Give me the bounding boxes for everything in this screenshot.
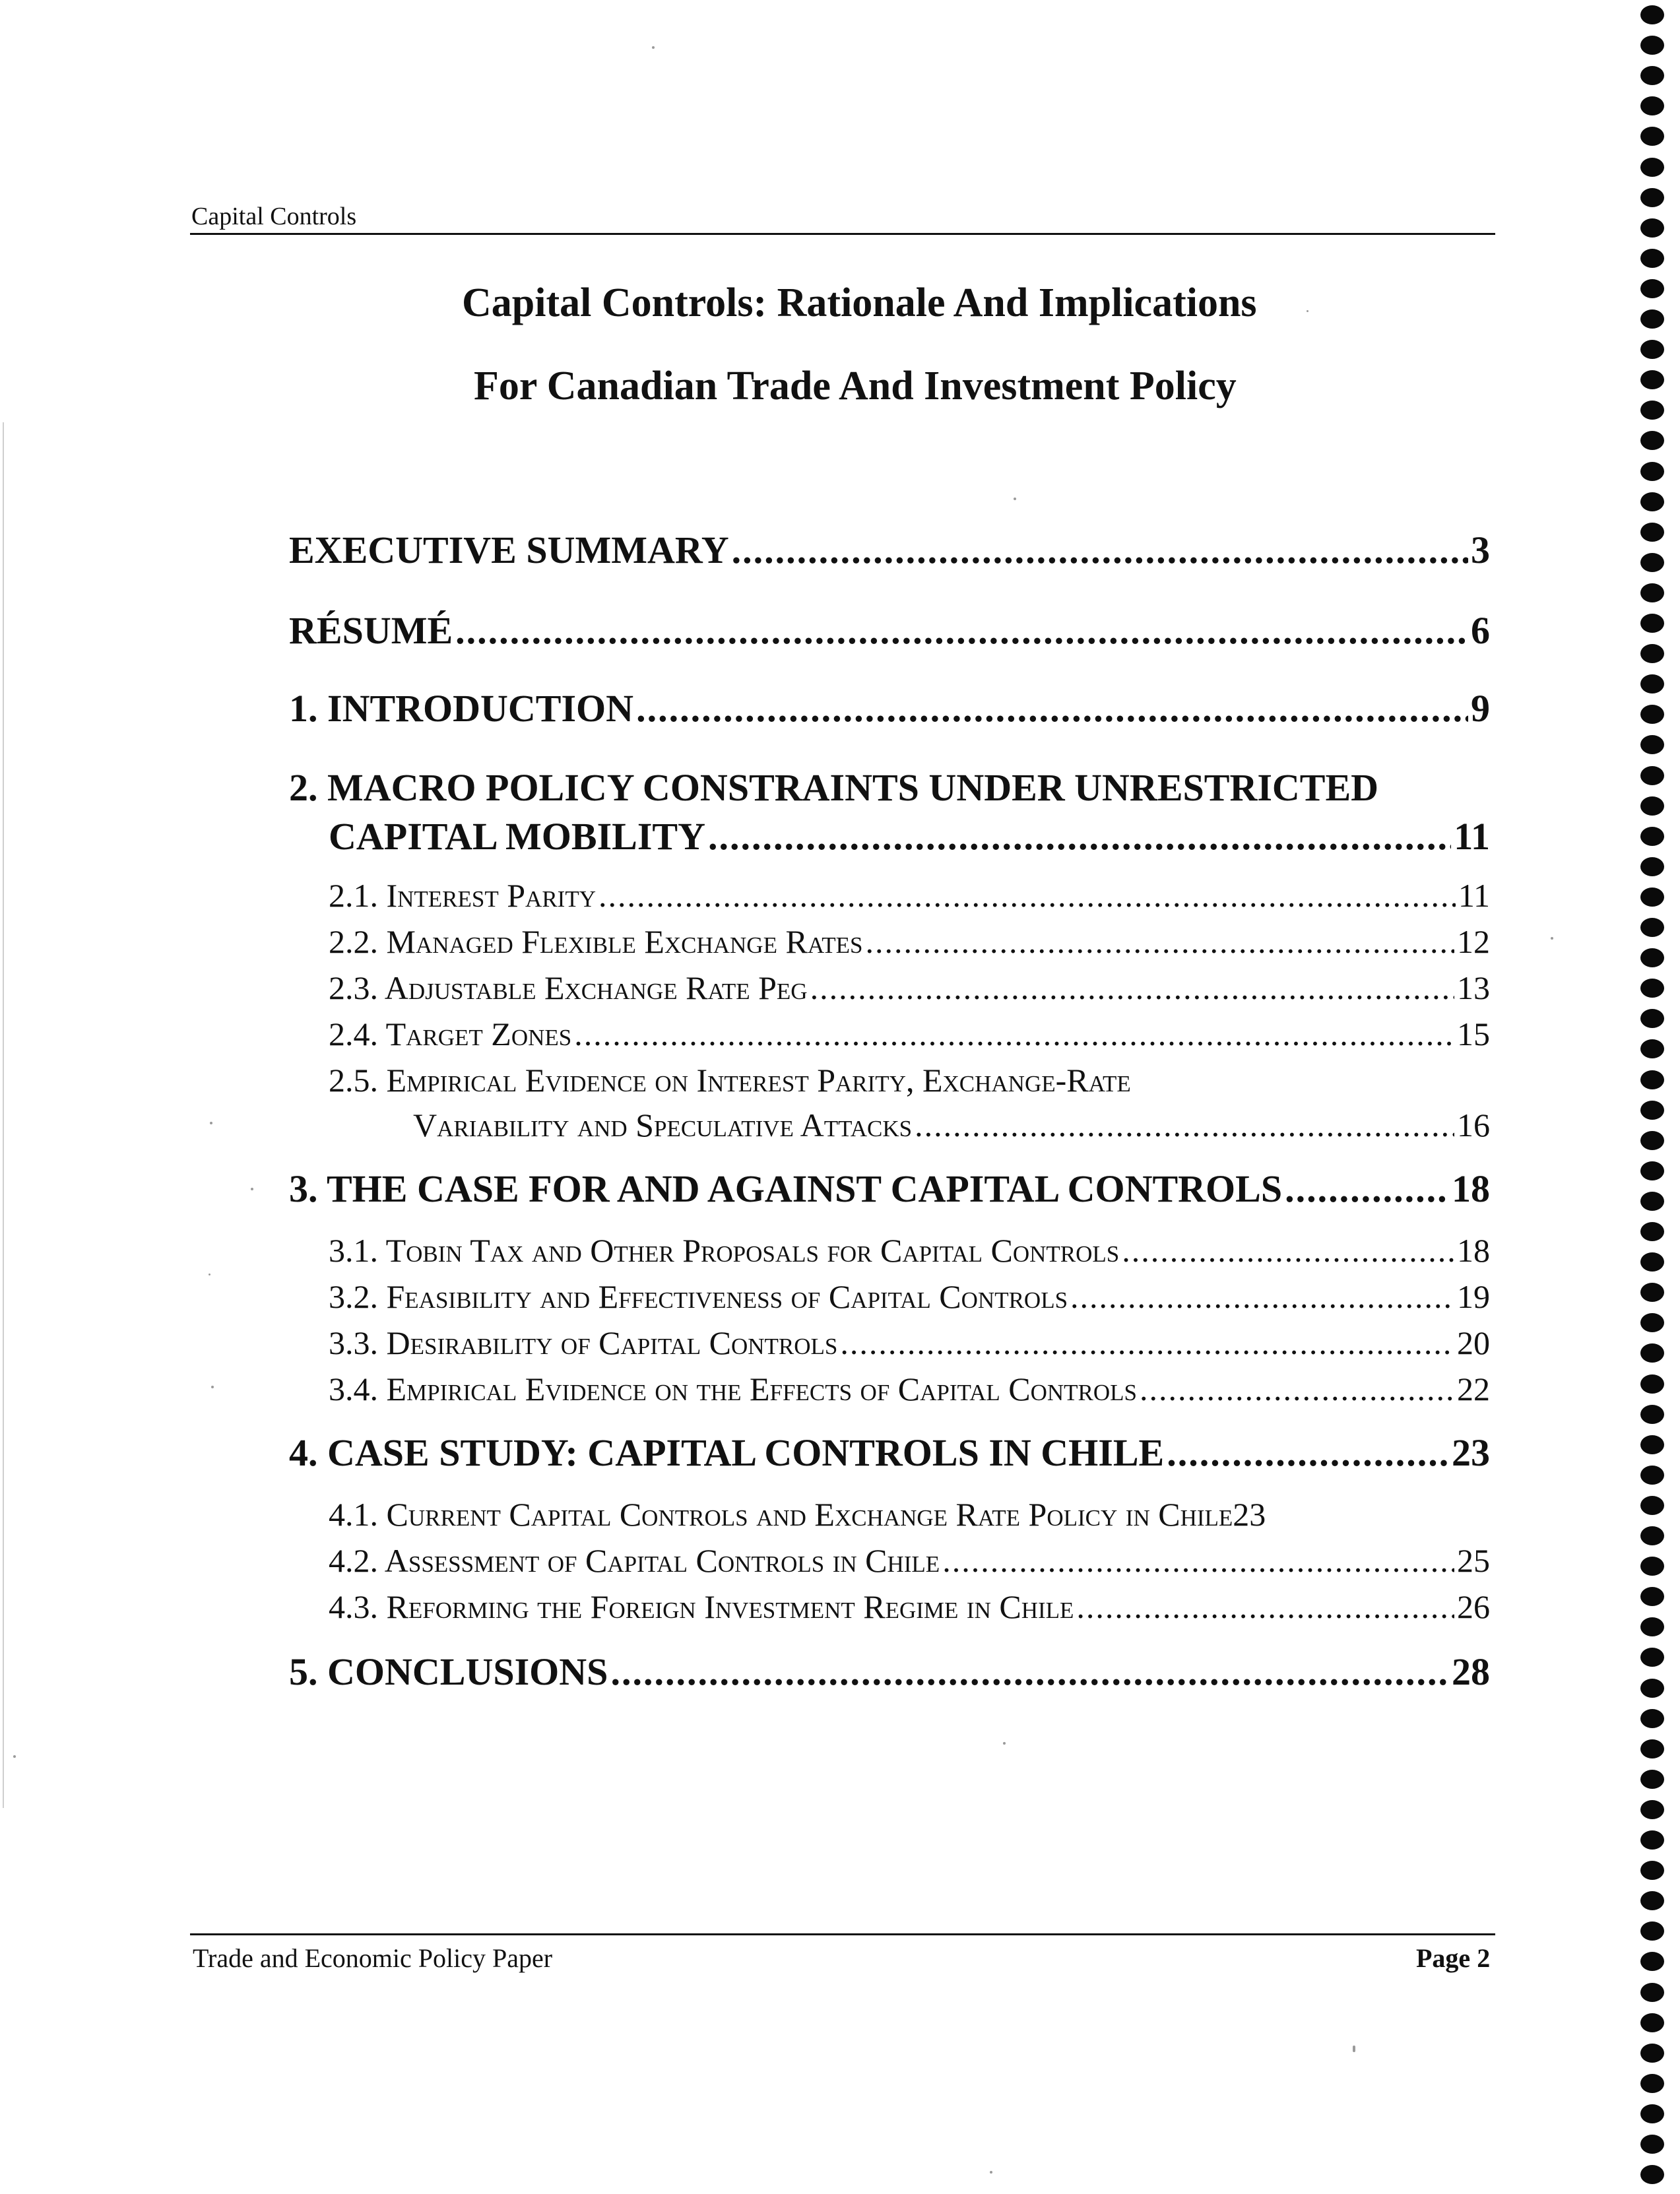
binding-hole [1640, 431, 1664, 450]
toc-subentry-interest-parity [329, 876, 1490, 915]
toc-page-number: 23 [1452, 1431, 1490, 1474]
binding-hole [1640, 1952, 1664, 1971]
binding-hole [1640, 1496, 1664, 1515]
toc-subentry-number: 2.4. [329, 1016, 378, 1052]
binding-hole [1640, 249, 1664, 268]
toc-leader-dots [1122, 1231, 1454, 1270]
toc-entry-label: 1. INTRODUCTION [289, 687, 634, 730]
toc-leader-dots [840, 1324, 1454, 1362]
binding-hole [1640, 158, 1664, 177]
toc-subentry-tobin-tax [329, 1231, 1490, 1270]
toc-subentry-reforming [329, 1588, 1490, 1626]
spiral-binding [1640, 0, 1667, 2194]
toc-leader-dots [1076, 1588, 1454, 1626]
toc-page-number: 23 [1233, 1496, 1266, 1533]
binding-hole [1640, 857, 1664, 876]
binding-hole [1640, 66, 1664, 85]
binding-hole [1640, 1648, 1664, 1667]
binding-hole [1640, 36, 1664, 55]
footer-page-number: Page 2 [1416, 1943, 1491, 1973]
binding-hole [1640, 1313, 1664, 1332]
binding-hole [1640, 279, 1664, 298]
toc-page-number: 11 [1458, 877, 1490, 914]
scan-speck [210, 1122, 212, 1124]
binding-hole [1640, 1343, 1664, 1363]
toc-page-number: 13 [1457, 969, 1490, 1006]
toc-leader-dots [942, 1541, 1454, 1580]
toc-subentry-desirability [329, 1324, 1490, 1362]
binding-hole [1640, 1921, 1664, 1941]
document-title-line2: For Canadian Trade And Investment Policy [474, 364, 1237, 408]
footer-rule [190, 1933, 1495, 1935]
toc-page-number: 19 [1457, 1278, 1490, 1315]
toc-entry-label: EXECUTIVE SUMMARY [289, 529, 729, 571]
binding-hole [1640, 2135, 1664, 2154]
binding-hole [1640, 492, 1664, 511]
binding-hole [1640, 1222, 1664, 1241]
scan-speck [652, 46, 655, 49]
toc-leader-dots [1167, 1431, 1449, 1475]
toc-subentry-current-controls [329, 1495, 1490, 1533]
binding-hole [1640, 644, 1664, 663]
toc-page-number: 15 [1457, 1016, 1490, 1052]
toc-page-number: 26 [1457, 1588, 1490, 1625]
binding-hole [1640, 1283, 1664, 1302]
scan-speck [1353, 2046, 1355, 2052]
toc-entry-label: RÉSUMÉ [289, 609, 453, 652]
binding-hole [1640, 1009, 1664, 1028]
toc-page-number: 28 [1452, 1650, 1490, 1693]
binding-hole [1640, 887, 1664, 907]
toc-subentry-managed-flexible [329, 922, 1490, 961]
toc-subentry-label: Interest Parity [386, 877, 596, 914]
scan-speck [13, 1755, 16, 1758]
binding-hole [1640, 735, 1664, 754]
toc-leader-dots [610, 1650, 1449, 1694]
toc-subentry-label: Assessment of Capital Controls in Chile [384, 1542, 940, 1579]
toc-subentry-empirical-interest-line1 [329, 1061, 1131, 1099]
binding-hole [1640, 401, 1664, 420]
binding-hole [1640, 1983, 1664, 2002]
binding-hole [1640, 1679, 1664, 1698]
toc-subentry-number: 3.3. [329, 1324, 378, 1361]
binding-hole [1640, 614, 1664, 633]
binding-hole [1640, 127, 1664, 146]
binding-hole [1640, 1039, 1664, 1058]
scan-speck [990, 2171, 992, 2174]
toc-subentry-number: 2.2. [329, 923, 378, 960]
page-edge-shadow [3, 422, 4, 1808]
binding-hole [1640, 2044, 1664, 2063]
binding-hole [1640, 1861, 1664, 1880]
toc-subentry-label: Empirical Evidence on Interest Parity, Exchange-Rate [386, 1062, 1131, 1099]
toc-entry-case-study-chile [289, 1431, 1490, 1475]
toc-subentry-empirical-interest [413, 1106, 1490, 1144]
scan-speck [1307, 310, 1308, 312]
binding-hole [1640, 2104, 1664, 2123]
binding-hole [1640, 1617, 1664, 1636]
binding-hole [1640, 340, 1664, 359]
binding-hole [1640, 1709, 1664, 1728]
binding-hole [1640, 948, 1664, 967]
toc-page-number: 11 [1454, 815, 1490, 858]
binding-hole [1640, 462, 1664, 481]
toc-entry-macro-policy [329, 814, 1490, 858]
toc-subentry-number: 2.5. [329, 1062, 378, 1099]
binding-hole [1640, 1800, 1664, 1819]
toc-page-number: 16 [1457, 1107, 1490, 1144]
toc-entry-case-for-against [289, 1167, 1490, 1211]
binding-hole [1640, 1405, 1664, 1424]
scan-speck [1014, 498, 1016, 500]
toc-subentry-number: 4.3. [329, 1588, 378, 1625]
binding-hole [1640, 96, 1664, 115]
toc-page-number: 6 [1471, 609, 1490, 652]
toc-leader-dots [915, 1106, 1454, 1144]
toc-subentry-label: Current Capital Controls and Exchange Rate Policy in Chile [386, 1496, 1233, 1533]
binding-hole [1640, 1830, 1664, 1850]
binding-hole [1640, 2013, 1664, 2032]
toc-leader-dots [865, 922, 1454, 961]
toc-subentry-label: Reforming the Foreign Investment Regime in Chile [386, 1588, 1074, 1625]
toc-subentry-empirical-effects [329, 1370, 1490, 1408]
binding-hole [1640, 1466, 1664, 1485]
scan-speck [1003, 1742, 1006, 1745]
toc-entry-introduction [289, 686, 1490, 730]
toc-leader-dots [574, 1015, 1454, 1053]
binding-hole [1640, 705, 1664, 724]
binding-hole [1640, 766, 1664, 785]
toc-subentry-label: Empirical Evidence on the Effects of Capital Controls [386, 1371, 1138, 1407]
binding-hole [1640, 5, 1664, 24]
binding-hole [1640, 2074, 1664, 2093]
binding-hole [1640, 370, 1664, 389]
toc-leader-dots [708, 814, 1451, 858]
binding-hole [1640, 188, 1664, 207]
binding-hole [1640, 1161, 1664, 1180]
header-rule [190, 233, 1495, 235]
binding-hole [1640, 1252, 1664, 1272]
binding-hole [1640, 1070, 1664, 1089]
toc-entry-conclusions [289, 1650, 1490, 1694]
binding-hole [1640, 523, 1664, 542]
toc-subentry-label: Target Zones [385, 1016, 572, 1052]
document-title-line1: Capital Controls: Rationale And Implications [462, 280, 1257, 325]
toc-subentry-label: Tobin Tax and Other Proposals for Capital Controls [385, 1232, 1120, 1269]
toc-subentry-number: 3.2. [329, 1278, 378, 1315]
toc-leader-dots [636, 686, 1468, 730]
toc-leader-dots [810, 969, 1454, 1007]
binding-hole [1640, 827, 1664, 846]
toc-subentry-label: Adjustable Exchange Rate Peg [384, 969, 808, 1006]
binding-hole [1640, 553, 1664, 572]
toc-entry-resume [289, 608, 1490, 653]
toc-entry-macro-policy-line1: 2. MACRO POLICY CONSTRAINTS UNDER UNRESTRICTED [289, 766, 1379, 809]
toc-page-number: 20 [1457, 1324, 1490, 1361]
toc-subentry-number: 4.1. [329, 1496, 378, 1533]
toc-entry-label: 4. CASE STUDY: CAPITAL CONTROLS IN CHILE [289, 1431, 1165, 1474]
binding-hole [1640, 1526, 1664, 1545]
toc-page-number: 22 [1457, 1371, 1490, 1407]
toc-subentry-assessment [329, 1541, 1490, 1580]
scan-speck [1551, 937, 1553, 940]
toc-subentry-number: 2.3. [329, 969, 378, 1006]
binding-hole [1640, 1587, 1664, 1606]
running-head: Capital Controls [191, 203, 357, 230]
binding-hole [1640, 1435, 1664, 1454]
toc-subentry-number: 3.4. [329, 1371, 378, 1407]
toc-entry-label: 3. THE CASE FOR AND AGAINST CAPITAL CONTROLS [289, 1167, 1283, 1210]
toc-subentry-number: 3.1. [329, 1232, 378, 1269]
toc-leader-dots [455, 608, 1468, 653]
toc-page-number: 12 [1457, 923, 1490, 960]
binding-hole [1640, 674, 1664, 694]
binding-hole [1640, 1770, 1664, 1789]
binding-hole [1640, 2165, 1664, 2184]
toc-page-number: 18 [1452, 1167, 1490, 1210]
binding-hole [1640, 1891, 1664, 1910]
scan-speck [251, 1188, 253, 1190]
binding-hole [1640, 309, 1664, 329]
binding-hole [1640, 979, 1664, 998]
toc-entry-executive-summary [289, 528, 1490, 572]
binding-hole [1640, 796, 1664, 816]
toc-page-number: 18 [1457, 1232, 1490, 1269]
binding-hole [1640, 218, 1664, 238]
binding-hole [1640, 1557, 1664, 1576]
toc-entry-label: 5. CONCLUSIONS [289, 1650, 608, 1693]
binding-hole [1640, 583, 1664, 602]
toc-subentry-number: 2.1. [329, 877, 378, 914]
binding-hole [1640, 1739, 1664, 1758]
scan-speck [211, 1386, 214, 1388]
toc-subentry-feasibility [329, 1277, 1490, 1316]
toc-leader-dots [598, 876, 1456, 915]
binding-hole [1640, 1131, 1664, 1150]
toc-leader-dots [1285, 1167, 1449, 1211]
binding-hole [1640, 918, 1664, 937]
toc-leader-dots [1140, 1370, 1454, 1408]
toc-subentry-number: 4.2. [329, 1542, 378, 1579]
toc-leader-dots [1070, 1277, 1454, 1316]
toc-subentry-label: Desirability of Capital Controls [386, 1324, 838, 1361]
footer-publication: Trade and Economic Policy Paper [193, 1943, 553, 1973]
toc-subentry-label: Variability and Speculative Attacks [413, 1107, 913, 1144]
toc-subentry-target-zones [329, 1015, 1490, 1053]
toc-subentry-label: Managed Flexible Exchange Rates [386, 923, 863, 960]
toc-page-number: 25 [1457, 1542, 1490, 1579]
binding-hole [1640, 1374, 1664, 1394]
toc-page-number: 3 [1471, 529, 1490, 571]
toc-leader-dots [732, 528, 1468, 572]
binding-hole [1640, 1192, 1664, 1211]
toc-entry-label: CAPITAL MOBILITY [329, 815, 705, 858]
toc-subentry-label: Feasibility and Effectiveness of Capital Controls [386, 1278, 1068, 1315]
toc-page-number: 9 [1471, 687, 1490, 730]
binding-hole [1640, 1101, 1664, 1120]
scan-speck [209, 1274, 210, 1275]
toc-subentry-adjustable-peg [329, 969, 1490, 1007]
